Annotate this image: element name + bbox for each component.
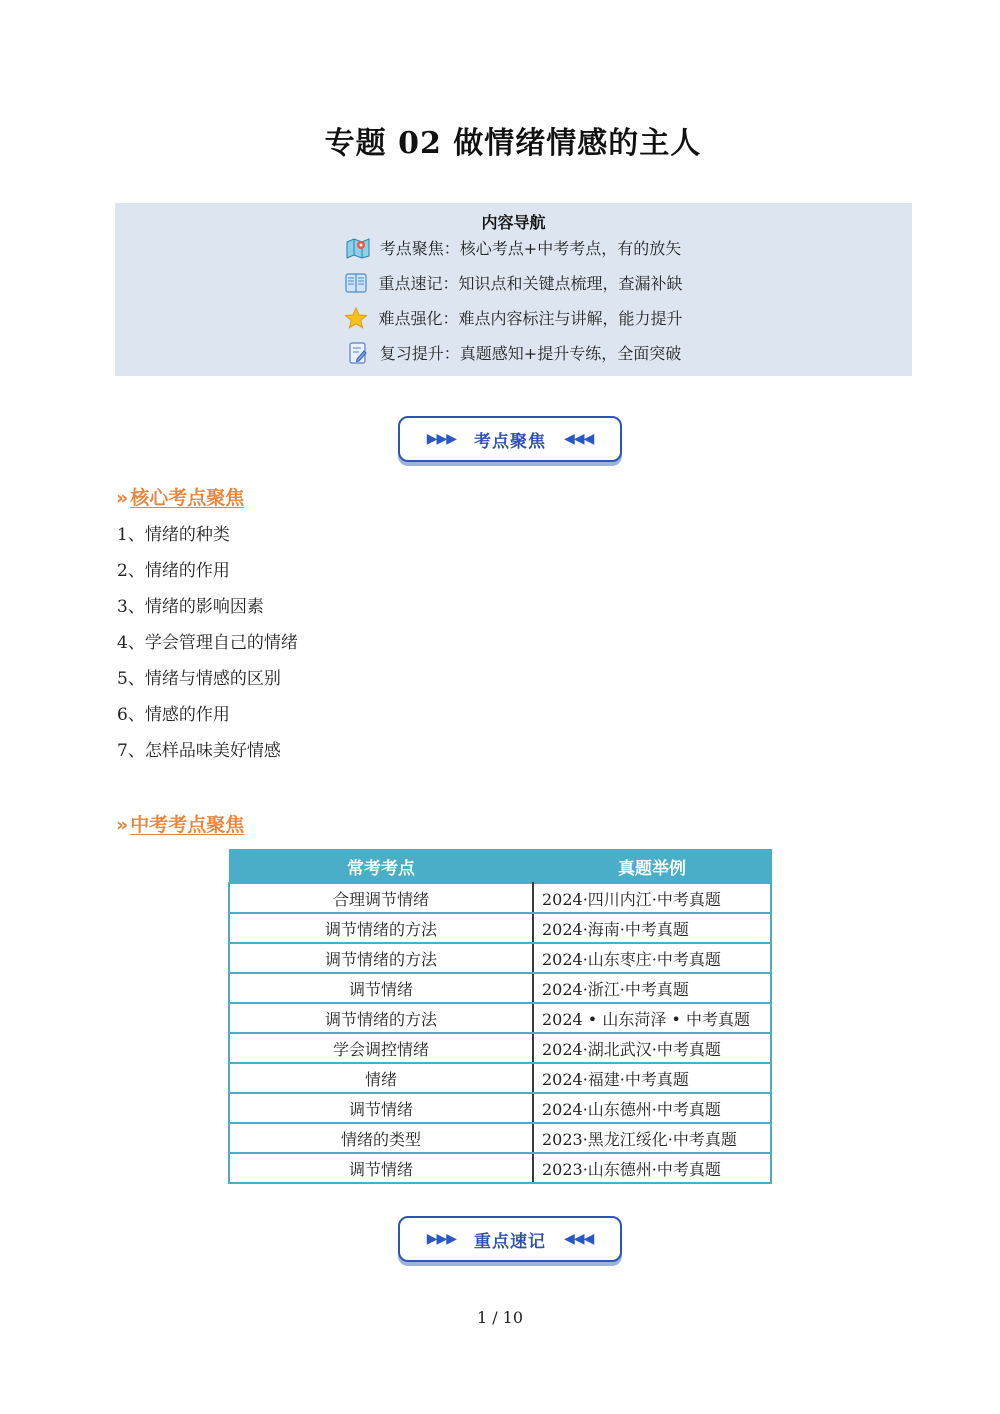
content-navigation-box bbox=[115, 203, 912, 376]
nav-item-notes bbox=[115, 271, 912, 294]
exam-focus-heading bbox=[116, 810, 244, 837]
section-button-label: 重点速记 bbox=[474, 1231, 546, 1252]
table-row bbox=[229, 1063, 771, 1093]
table-row bbox=[229, 1003, 771, 1033]
list-item: 4、学会管理自己的情绪 bbox=[117, 633, 298, 653]
table-row bbox=[229, 1093, 771, 1123]
table-cell: 2023·黑龙江绥化·中考真题 bbox=[533, 1123, 771, 1153]
list-item: 7、怎样品味美好情感 bbox=[117, 741, 281, 761]
exam-points-table bbox=[228, 849, 772, 1184]
nav-item-text: 重点速记：知识点和关键点梳理，查漏补缺 bbox=[378, 274, 683, 293]
table-cell: 调节情绪 bbox=[229, 1153, 533, 1183]
table-cell: 调节情绪的方法 bbox=[229, 1003, 533, 1033]
table-row bbox=[229, 883, 771, 913]
list-item: 5、情绪与情感的区别 bbox=[117, 669, 281, 689]
nav-title: 内容导航 bbox=[481, 213, 546, 232]
core-focus-heading bbox=[116, 483, 244, 510]
section-button-label: 考点聚焦 bbox=[474, 431, 546, 452]
right-arrows-icon: ▶▶▶ bbox=[426, 431, 456, 447]
nav-item-text: 难点强化：难点内容标注与讲解，能力提升 bbox=[378, 309, 683, 328]
nav-item-focus bbox=[115, 236, 912, 259]
table-row bbox=[229, 943, 771, 973]
table-cell: 调节情绪的方法 bbox=[229, 943, 533, 973]
table-cell: 2023·山东德州·中考真题 bbox=[533, 1153, 771, 1183]
star-icon bbox=[344, 307, 368, 329]
left-arrows-icon: ◀◀◀ bbox=[564, 431, 594, 447]
right-arrows-icon: ▶▶▶ bbox=[426, 1231, 456, 1247]
table-cell: 2024·浙江·中考真题 bbox=[533, 973, 771, 1003]
section-button-notes[interactable] bbox=[398, 1216, 622, 1262]
table-row bbox=[229, 1123, 771, 1153]
list-item: 6、情感的作用 bbox=[117, 705, 230, 725]
table-cell: 2024·海南·中考真题 bbox=[533, 913, 771, 943]
table-cell: 2024·山东枣庄·中考真题 bbox=[533, 943, 771, 973]
table-cell: 情绪的类型 bbox=[229, 1123, 533, 1153]
table-row bbox=[229, 973, 771, 1003]
table-cell: 2024·山东德州·中考真题 bbox=[533, 1093, 771, 1123]
table-cell: 2024·福建·中考真题 bbox=[533, 1063, 771, 1093]
book-icon bbox=[344, 272, 368, 294]
table-row bbox=[229, 913, 771, 943]
exam-focus-heading-text: 中考考点聚焦 bbox=[130, 814, 245, 836]
table-cell: 情绪 bbox=[229, 1063, 533, 1093]
list-item: 2、情绪的作用 bbox=[117, 561, 230, 581]
table-cell: 调节情绪 bbox=[229, 973, 533, 1003]
core-point-list bbox=[117, 522, 298, 774]
table-row bbox=[229, 1153, 771, 1183]
column-header: 真题举例 bbox=[533, 850, 771, 884]
list-item: 1、情绪的种类 bbox=[117, 525, 230, 545]
table-header-row bbox=[229, 850, 771, 884]
table-row bbox=[229, 1033, 771, 1063]
section-button-focus[interactable] bbox=[398, 416, 622, 462]
table-cell: 调节情绪的方法 bbox=[229, 913, 533, 943]
core-focus-heading-text: 核心考点聚焦 bbox=[130, 487, 245, 509]
table-cell: 学会调控情绪 bbox=[229, 1033, 533, 1063]
table-cell: 2024 • 山东菏泽 • 中考真题 bbox=[533, 1003, 771, 1033]
table-cell: 合理调节情绪 bbox=[229, 883, 533, 913]
list-item: 3、情绪的影响因素 bbox=[117, 597, 264, 617]
double-chevron-icon: » bbox=[116, 487, 125, 509]
map-pin-icon bbox=[346, 237, 370, 259]
table-cell: 调节情绪 bbox=[229, 1093, 533, 1123]
table-cell: 2024·湖北武汉·中考真题 bbox=[533, 1033, 771, 1063]
table-cell: 2024·四川内江·中考真题 bbox=[533, 883, 771, 913]
left-arrows-icon: ◀◀◀ bbox=[564, 1231, 594, 1247]
edit-note-icon bbox=[346, 342, 370, 364]
nav-item-text: 复习提升：真题感知+提升专练，全面突破 bbox=[379, 344, 682, 363]
nav-item-difficulty bbox=[115, 306, 912, 329]
double-chevron-icon: » bbox=[116, 814, 125, 836]
nav-item-text: 考点聚焦：核心考点+中考考点，有的放矢 bbox=[379, 239, 682, 258]
page-number: 1 / 10 bbox=[476, 1308, 524, 1327]
column-header: 常考考点 bbox=[229, 850, 533, 884]
document-title: 专题 02 做情绪情感的主人 bbox=[324, 126, 702, 161]
nav-item-review bbox=[115, 341, 912, 364]
